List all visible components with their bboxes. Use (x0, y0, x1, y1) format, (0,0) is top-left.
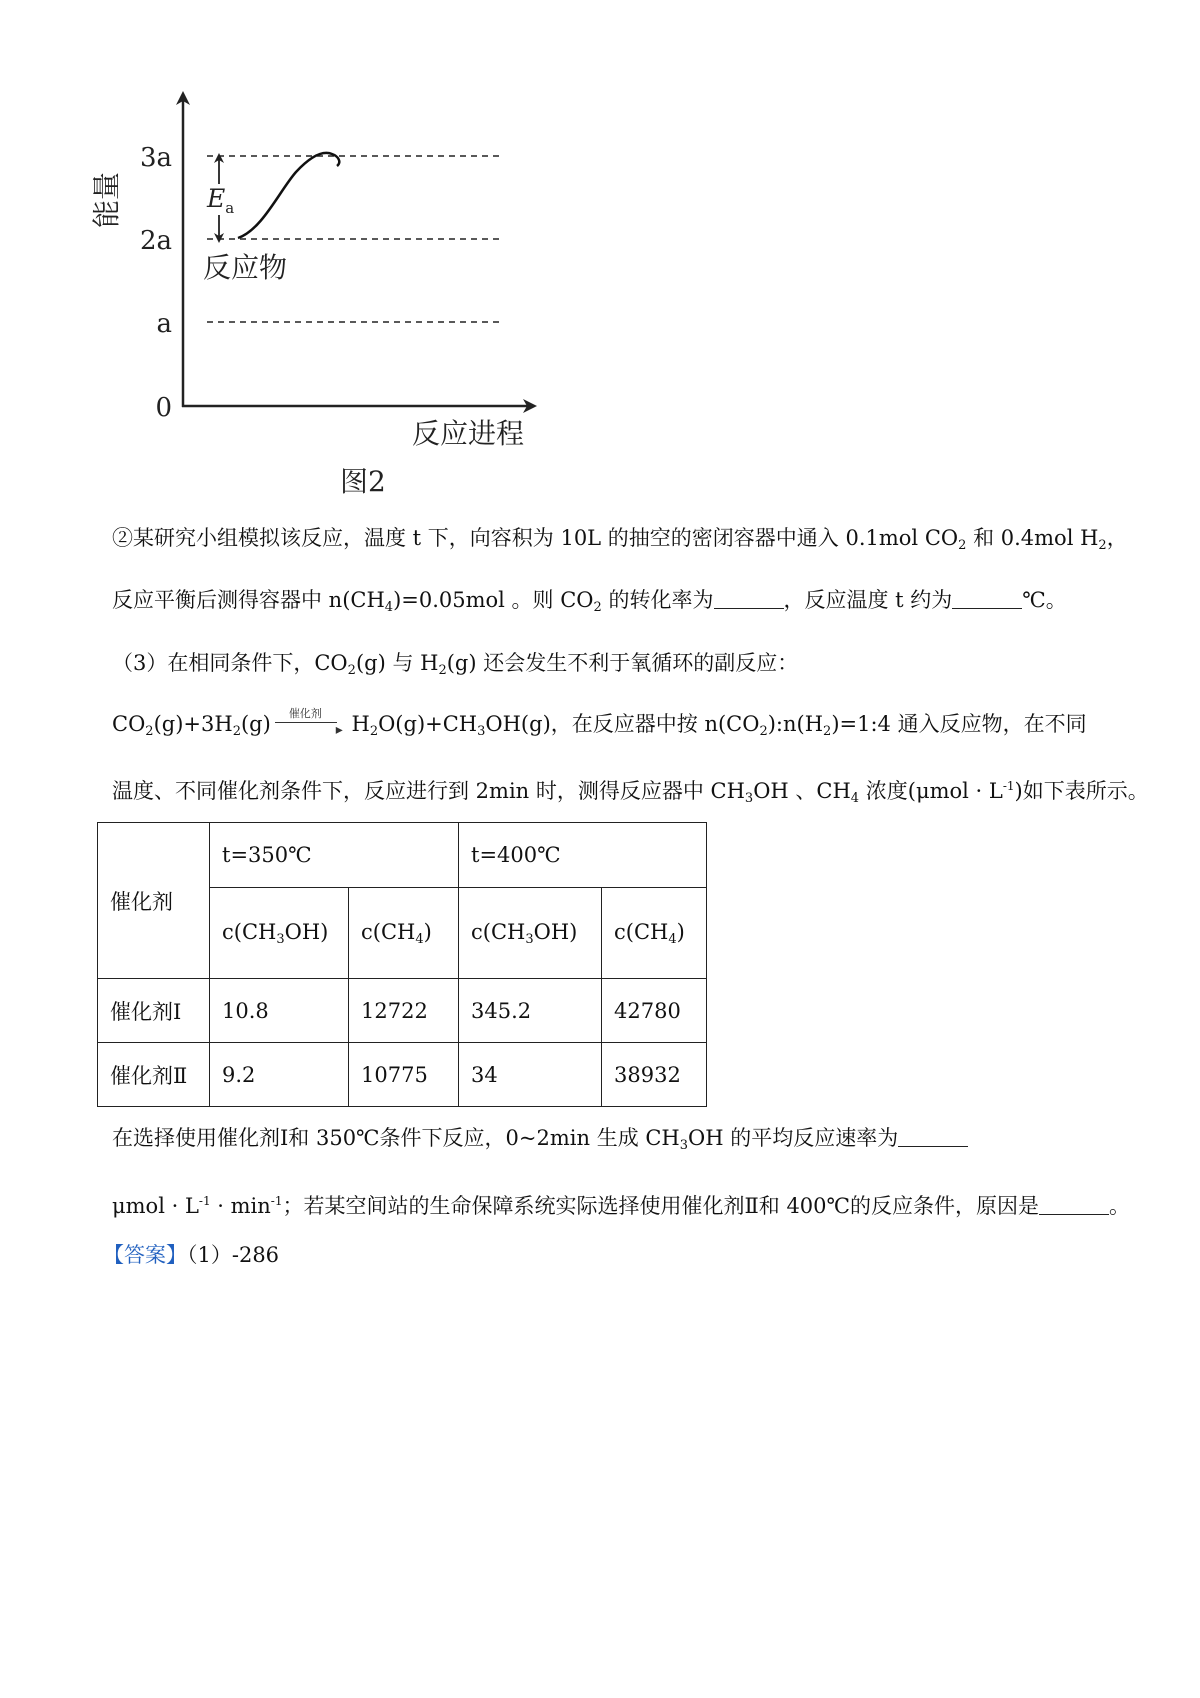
q3-line-1: （3）在相同条件下，$CO_2(g)$ 与 $H_2(g)$ 还会发生不利于氧循环的副反应： (112, 651, 799, 678)
q2-line-2: 反应平衡后测得容器中 $n(CH_4)=0.05mol$ 。则 $CO_2$ 的转化率为 ，反应温度 t 约为 ℃。 (112, 588, 1067, 615)
answer-blank[interactable] (898, 1128, 968, 1147)
ea-label: $E_a$ (207, 184, 235, 217)
table-row (98, 1043, 707, 1107)
tick-a: a (156, 309, 172, 339)
answer-line (103, 1240, 279, 1270)
tick-3a: 3a (139, 143, 172, 173)
q3-line-3: 温度、不同催化剂条件下，反应进行到 2min 时，测得反应器中 $CH_3OH$ 、$CH_4$ 浓度$(\mu mol \cdot L^{-1})$如下表所示。 (112, 779, 1149, 806)
answer-tag: 【答案】 (103, 1243, 187, 1267)
table-cell: 10.8 (210, 979, 349, 1043)
row-label: 催化剂Ⅱ (98, 1043, 210, 1107)
answer-blank[interactable] (1039, 1196, 1109, 1215)
table-cell: 345.2 (459, 979, 602, 1043)
q2-line-1: ②某研究小组模拟该反应，温度 t 下，向容积为 10L 的抽空的密闭容器中通入 0.1mol $CO_2$ 和 0.4mol $H_2$， (112, 526, 1128, 553)
reactant-label: 反应物 (203, 251, 288, 284)
concentration-table (97, 822, 707, 1107)
table-cell: 12722 (349, 979, 459, 1043)
y-axis-label: 能量 (90, 171, 123, 229)
table-corner: 催化剂 (98, 823, 210, 979)
table-cell: 42780 (602, 979, 707, 1043)
table-cell: 38932 (602, 1043, 707, 1107)
header-ch4: $c(CH_4)$ (602, 888, 707, 979)
catalyst-label: 催化剂 (288, 707, 322, 720)
q3-line-5: $\mu mol \cdot L^{-1} \cdot \min^{-1}$；若某空间站的生命保障系统实际选择使用催化剂Ⅱ和 400℃的反应条件，原因是 。 (112, 1194, 1131, 1218)
figure-caption: 图2 (340, 465, 386, 498)
x-axis-label: 反应进程 (412, 417, 525, 450)
header-temp-350: t=350℃ (210, 823, 459, 888)
q3-line-2: $CO_2(g)+3H_2(g)$ 催化剂 ▸ $H_2O(g)+CH_3OH(g)$，在反应器中按 $n(CO_2):n(H_2)=1:4$ 通入反应物，在不同 (112, 709, 1087, 747)
q3-line-4: 在选择使用催化剂Ⅰ和 350℃条件下反应，0~2min 生成 $CH_3OH$ 的平均反应速率为 (112, 1123, 968, 1161)
energy-diagram (0, 0, 620, 520)
answer-text: （1）-286 (187, 1243, 280, 1267)
arrow-head-icon: ▸ (335, 722, 343, 738)
arrow-shaft (275, 722, 337, 723)
header-ch3oh: $c(CH_3OH)$ (459, 888, 602, 979)
energy-curve (238, 153, 339, 238)
header-ch4: $c(CH_4)$ (349, 888, 459, 979)
table-cell: 10775 (349, 1043, 459, 1107)
tick-2a: 2a (139, 226, 172, 256)
reaction-arrow (271, 707, 345, 738)
tick-0: 0 (155, 393, 172, 423)
header-temp-400: t=400℃ (459, 823, 707, 888)
answer-blank[interactable] (714, 590, 784, 609)
answer-blank[interactable] (952, 590, 1022, 609)
table-cell: 9.2 (210, 1043, 349, 1107)
row-label: 催化剂Ⅰ (98, 979, 210, 1043)
table-cell: 34 (459, 1043, 602, 1107)
header-ch3oh: $c(CH_3OH)$ (210, 888, 349, 979)
table-row (98, 979, 707, 1043)
